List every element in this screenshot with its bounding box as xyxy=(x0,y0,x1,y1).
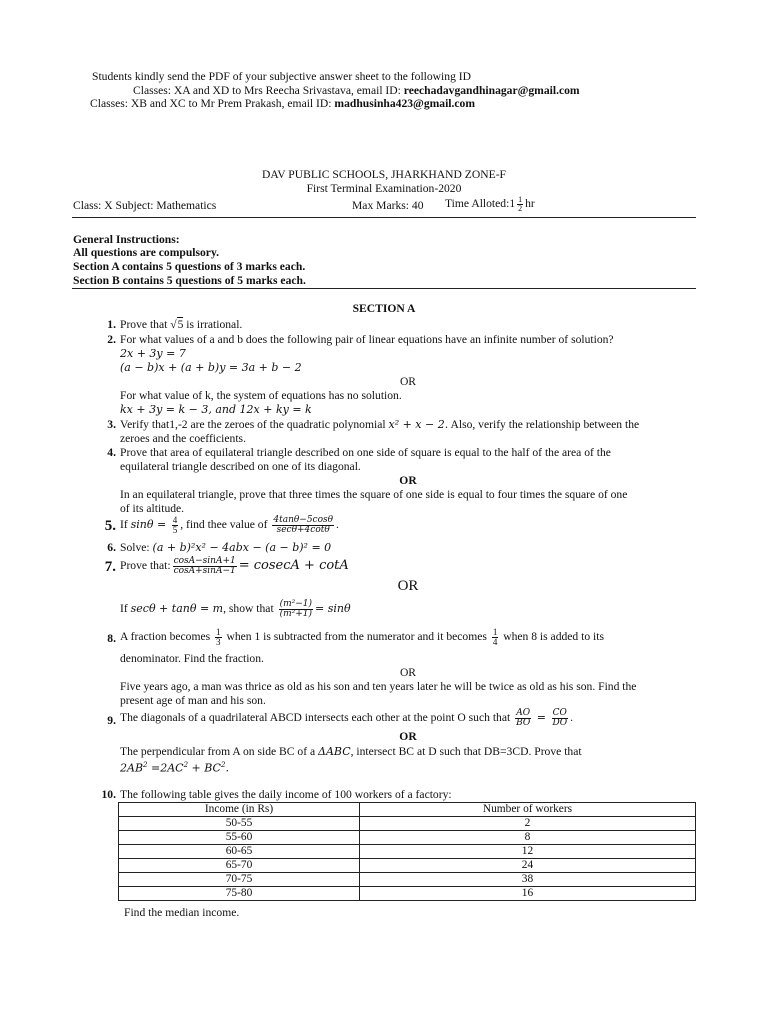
q8-text-b: when 1 is subtracted from the numerator and it becomes xyxy=(223,630,490,644)
frac-num: AO xyxy=(516,708,531,718)
frac-num: (m²−1) xyxy=(279,599,313,609)
q5-expression xyxy=(272,516,334,535)
email-prem: madhusinha423@gmail.com xyxy=(334,97,476,110)
q6-text: Solve: xyxy=(120,541,153,554)
q1-text: Prove that xyxy=(120,318,171,331)
q5-if: If xyxy=(120,518,131,532)
question-1: Prove that √5 is irrational. xyxy=(120,318,243,331)
question-number: 3. xyxy=(107,418,116,431)
table-cell: 12 xyxy=(360,845,696,859)
time-fraction xyxy=(517,196,523,213)
q7-alt-equation: secθ + tanθ = m xyxy=(130,602,224,616)
q7-rhs: = cosecA + cotA xyxy=(238,558,349,574)
notice-line-2 xyxy=(133,84,580,98)
table-cell: 60-65 xyxy=(119,845,360,859)
question-4-alt: In an equilateral triangle, prove that three times the square of one side is equal to four times the square of one xyxy=(120,488,628,501)
table-cell: 75-80 xyxy=(119,887,360,901)
frac-den: 3 xyxy=(216,637,221,647)
q9-alt-equation: $2AB^2 =2AC^2 + BC^2$. xyxy=(120,761,229,775)
q6-equation: (a + b)²x² − 4abx − (a − b)² = 0 xyxy=(152,541,332,554)
question-7-alt xyxy=(120,600,351,619)
eq-part: . xyxy=(225,761,229,775)
table-cell: 8 xyxy=(360,831,696,845)
fraction-1-3 xyxy=(215,628,222,647)
time-label: Time Alloted:1 xyxy=(445,197,516,211)
frac-den: DO xyxy=(552,718,568,728)
question-10-end: Find the median income. xyxy=(124,906,240,919)
q9-alt-text-b: , intersect BC at D such that DB=3CD. Prove that xyxy=(350,745,582,758)
q3-text-b: Also, verify the relationship between the xyxy=(448,418,640,431)
question-6 xyxy=(120,541,331,555)
table-cell: 38 xyxy=(360,873,696,887)
table-cell: 65-70 xyxy=(119,859,360,873)
question-8-cont: denominator. Find the fraction. xyxy=(120,652,264,665)
frac-den: BO xyxy=(516,718,531,728)
fraction-co-do xyxy=(552,709,569,728)
eq-part: =2AC xyxy=(147,761,184,775)
q5-text: , find thee value of xyxy=(180,518,271,532)
exam-name: First Terminal Examination-2020 xyxy=(306,182,462,195)
q1-text-end: is irrational. xyxy=(183,318,243,331)
q5-sin: sinθ = xyxy=(130,518,170,532)
q7-alt-if: If xyxy=(120,602,131,616)
frac-den: (m²+1) xyxy=(279,609,313,619)
q2-equation-2: (a − b)x + (a + b)y = 3a + b − 2 xyxy=(120,361,302,374)
question-number: 8. xyxy=(107,632,116,645)
time-allotted xyxy=(445,196,535,213)
table-header: Number of workers xyxy=(360,803,696,817)
frac-den: 4 xyxy=(492,637,498,647)
q7-alt-fraction xyxy=(279,600,313,619)
q8-text-c: when 8 is added to its xyxy=(500,630,604,644)
max-marks: Max Marks: 40 xyxy=(352,199,424,212)
frac-num: 1 xyxy=(492,627,498,637)
question-7 xyxy=(120,557,349,576)
q9-alt-text: The perpendicular from A on side BC of a xyxy=(120,745,319,758)
table-header: Income (in Rs) xyxy=(119,803,360,817)
table-cell: 16 xyxy=(360,887,696,901)
q9-period: . xyxy=(570,711,574,725)
table-row xyxy=(119,817,696,831)
instructions-title: General Instructions: xyxy=(73,233,180,246)
question-number: 4. xyxy=(107,446,116,459)
frac-num: 4 xyxy=(172,515,178,525)
q2-equation-1: 2x + 3y = 7 xyxy=(120,347,186,360)
notice-line-3-text: Classes: XB and XC to Mr Prem Prakash, email ID: xyxy=(90,97,335,110)
fraction-ao-bo xyxy=(515,709,531,728)
question-2-alt: For what value of k, the system of equations has no solution. xyxy=(120,389,402,402)
q5-period: . xyxy=(336,518,339,532)
frac-num: 1 xyxy=(216,627,221,637)
class-subject: Class: X Subject: Mathematics xyxy=(73,199,217,212)
eq-part: 2AB xyxy=(120,761,144,775)
q9-equals: = xyxy=(533,711,550,725)
section-a-title: SECTION A xyxy=(352,302,416,315)
table-row xyxy=(119,873,696,887)
q7-alt-text: , show that xyxy=(223,602,277,616)
question-number: 2. xyxy=(107,333,116,346)
time-frac-den: 2 xyxy=(518,204,523,213)
question-2: For what values of a and b does the following pair of linear equations have an infinite number of solution? xyxy=(120,333,614,346)
or-label: OR xyxy=(399,474,417,487)
instruction-line: Section B contains 5 questions of 5 marks each. xyxy=(73,274,306,287)
q2-alt-equation: kx + 3y = k − 3, and 12x + ky = k xyxy=(120,403,312,416)
q9-alt-triangle: ΔABC xyxy=(318,745,351,758)
divider-1 xyxy=(72,217,696,218)
question-number: 9. xyxy=(107,714,116,727)
question-number: 6. xyxy=(107,541,116,554)
instruction-line: Section A contains 5 questions of 3 marks each. xyxy=(73,260,306,273)
q3-text: Verify that1,-2 are the zeroes of the quadratic polynomial xyxy=(120,418,389,431)
sqrt-5: 5 xyxy=(177,318,184,331)
frac-den: cosA+sinA−1 xyxy=(173,566,236,576)
question-8 xyxy=(120,628,604,647)
question-10: The following table gives the daily income of 100 workers of a factory: xyxy=(120,788,452,801)
q8-text: A fraction becomes xyxy=(120,630,214,644)
q7-text: Prove that: xyxy=(120,559,171,573)
email-reecha: reechadavgandhinagar@gmail.com xyxy=(403,84,580,97)
table-cell: 50-55 xyxy=(119,817,360,831)
table-row xyxy=(119,859,696,873)
eq-part: + BC xyxy=(188,761,221,775)
question-8-alt: Five years ago, a man was thrice as old as his son and ten years later he will be twice as old as his son. Find the xyxy=(120,680,637,693)
school-name: DAV PUBLIC SCHOOLS, JHARKHAND ZONE-F xyxy=(261,168,507,181)
question-number: 1. xyxy=(107,318,116,331)
q7-alt-rhs: = sinθ xyxy=(315,602,351,616)
question-number: 7. xyxy=(104,559,116,575)
frac-den: secθ+4cotθ xyxy=(276,525,330,535)
table-row xyxy=(119,831,696,845)
question-9-alt xyxy=(120,745,582,759)
notice-line-1: Students kindly send the PDF of your subjective answer sheet to the following ID xyxy=(92,70,471,83)
table-row xyxy=(119,845,696,859)
question-3 xyxy=(120,418,639,432)
frac-den: 5 xyxy=(172,525,178,535)
divider-2 xyxy=(72,288,696,289)
or-label: OR xyxy=(399,730,417,743)
fraction-4-5 xyxy=(172,516,179,535)
time-unit: hr xyxy=(525,197,535,211)
question-5 xyxy=(120,516,339,535)
question-number: 5. xyxy=(104,518,116,534)
question-4: Prove that area of equilateral triangle described on one side of square is equal to the half of the area of the xyxy=(120,446,611,459)
or-label: OR xyxy=(399,666,417,679)
table-header-row xyxy=(119,803,696,817)
question-4-alt-cont: of its altitude. xyxy=(120,502,185,515)
frac-num: CO xyxy=(552,708,567,718)
frac-num: 4tanθ−5cosθ xyxy=(273,515,334,525)
table-cell: 70-75 xyxy=(119,873,360,887)
q9-text: The diagonals of a quadrilateral ABCD intersects each other at the point O such that xyxy=(120,711,514,725)
table-cell: 2 xyxy=(360,817,696,831)
q7-fraction xyxy=(173,557,237,576)
question-8-alt-cont: present age of man and his son. xyxy=(120,694,266,707)
table-row xyxy=(119,887,696,901)
instruction-line: All questions are compulsory. xyxy=(73,246,220,259)
notice-line-3 xyxy=(90,97,475,111)
notice-line-2-text: Classes: XA and XD to Mrs Reecha Srivastava, email ID: xyxy=(133,84,404,97)
question-9 xyxy=(120,709,573,728)
fraction-1-4 xyxy=(492,628,499,647)
or-label: OR xyxy=(397,578,419,594)
income-table xyxy=(118,802,696,901)
time-frac-num: 1 xyxy=(518,195,523,204)
q3-polynomial: x² + x − 2. xyxy=(388,418,449,431)
table-cell: 55-60 xyxy=(119,831,360,845)
frac-num: cosA−sinA+1 xyxy=(173,556,236,566)
question-4-cont: equilateral triangle described on one of its diagonal. xyxy=(120,460,361,473)
or-label: OR xyxy=(399,375,417,388)
question-3-cont: zeroes and the coefficients. xyxy=(120,432,246,445)
table-cell: 24 xyxy=(360,859,696,873)
question-number: 10. xyxy=(101,788,116,801)
